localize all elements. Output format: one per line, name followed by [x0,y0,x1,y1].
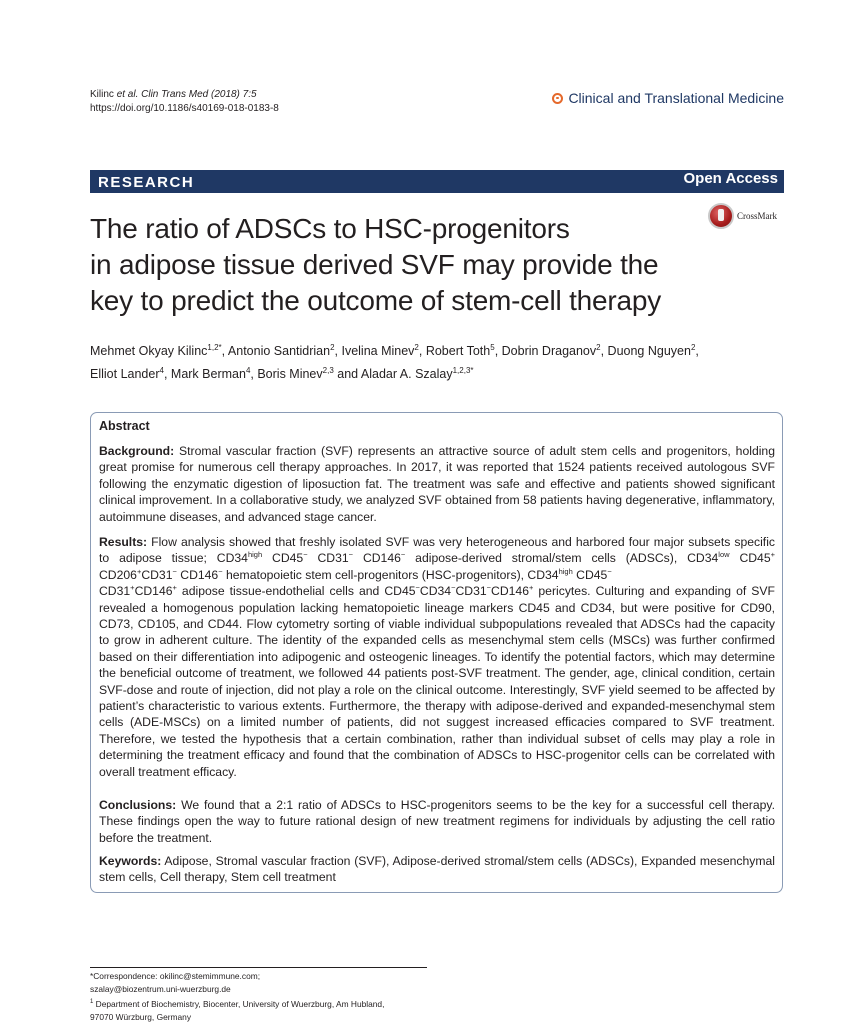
keywords-label: Keywords: [99,854,162,868]
author: Robert Toth$^5$, [425,343,502,359]
crossmark-label: CrossMark [737,211,777,221]
author: Boris Minev$^{2,3}$ and [257,366,361,382]
footnote-divider [90,967,427,968]
background-text: Stromal vascular fraction (SVF) represents an attractive source of adult stem cells and progenitors, holding great promise for numerous cell therapy approaches. In 2017, it was reported that 1524 patients received autologous SVF following the enzymatic digestion of liposuction fat. The treatment was safe and effective and patients showed significant clinical improvement. In a collaborative study, we analyzed SVF obtained from 58 patients having degenerative, inflammatory, autoimmune diseases, and advanced stage cancer. [99,444,775,524]
footnotes [90,970,410,1024]
abstract-keywords [99,853,775,886]
abstract-heading: Abstract [99,419,150,433]
author: Ivelina Minev$^2$, [341,343,426,359]
title-line: in adipose tissue derived SVF may provide the [90,249,659,280]
citation-year: (2018) 7:5 [210,89,257,100]
email-link[interactable]: okilinc@stemimmune.com; [159,971,261,981]
citation-line [90,88,279,102]
journal-logo-icon [552,93,563,104]
correspondence: *Correspondence: okilinc@stemimmune.com; [90,971,261,981]
open-access-badge: Open Access [683,170,778,187]
background-label: Background: [99,444,175,458]
author: Dobrin Draganov$^2$, [501,343,608,359]
author: Mark Berman$^4$, [170,366,258,382]
section-label: RESEARCH [98,174,195,191]
abstract-background [99,443,775,525]
author: Duong Nguyen$^2$, [607,343,699,359]
results-label: Results: [99,535,148,549]
conclusions-label: Conclusions: [99,798,177,812]
author-list [90,338,790,384]
author: Elliot Lander$^4$, [90,366,171,382]
author: Aladar A. Szalay$^{1,2,3*}$ [360,366,474,382]
journal-header[interactable] [552,90,784,106]
doi-link[interactable]: https://doi.org/10.1186/s40169-018-0183-8 [90,103,279,114]
citation [90,88,279,116]
keywords-text: Adipose, Stromal vascular fraction (SVF), Adipose-derived stromal/stem cells (ADSCs), Expanded mesenchymal stem cells, Cell therapy, Stem cell treatment [99,854,775,885]
affiliation: $^1$ Department of Biochemistry, Biocenter, University of Wuerzburg, Am Hubland, 97070 Würzburg, Germany [90,998,385,1022]
title-line: The ratio of ADSCs to HSC-progenitors [90,213,570,244]
author: Antonio Santidrian$^2$, [227,343,342,359]
article-title [90,211,770,319]
journal-name: Clinical and Translational Medicine [568,90,784,106]
citation-journal: et al. Clin Trans Med [116,89,209,100]
citation-author: Kilinc [90,89,114,100]
email-link[interactable]: szalay@biozentrum.uni-wuerzburg.de [90,984,231,994]
author: Mehmet Okyay Kilinc$^{1,2*}$, [90,343,228,359]
abstract-results: Results: Flow analysis showed that freshly isolated SVF was very heterogeneous and harbored four major subsets specific to adipose tissue; $CD34^{high}$ CD45− CD31− CD146− adipose-derived stromal/stem cells (ADSCs), $CD34^{low}$ CD45+ CD206+CD31− CD146− hematopoietic stem cell-progenitors (HSC-progenitors), $CD34^{high}$ CD45− CD31+CD146+ adipose tissue-endothelial cells and CD45−CD34−CD31−CD146+ pericytes. Culturing and expanding of SVF revealed a homogenous population lacking hematopoietic lineage markers CD45 and CD34, but were positive for CD90, CD73, CD105, and CD44. Flow cytometry sorting of viable individual subpopulations revealed that ADSCs had the capacity to grow in adherent culture. The identity of the expanded cells as mesenchymal stem cells (MSCs) was further confirmed based on their differentiation into adipogenic and osteogenic lineages. To identify the potential factors, which may determine the beneficial outcome of treatment, we followed 44 patients post-SVF treatment. The gender, age, clinical condition, certain SVF-dose and route of injection, did not play a role on the clinical outcome. Interestingly, SVF yield seemed to be affected by patient’s characteristic to various extents. Furthermore, the therapy with adipose-derived and expanded-mesenchymal stem cells (ADE-MSCs) on a limited number of patients, did not suggest increased efficacies compared to SVF treatment. Therefore, we tested the hypothesis that a certain combination, rather than individual subset of cells may play a role in determining the treatment efficacy and found that the combination of ADSCs to HSC-progenitor cells can be correlated with overall treatment efficacy. [99,535,775,779]
conclusions-text: We found that a 2:1 ratio of ADSCs to HSC-progenitors seems to be the key for a successful cell therapy. These findings open the way to future rational design of new treatment regimens for individuals by adjusting the cell ratio before the treatment. [99,798,775,845]
abstract-conclusions [99,797,775,846]
title-line: key to predict the outcome of stem-cell therapy [90,285,662,316]
